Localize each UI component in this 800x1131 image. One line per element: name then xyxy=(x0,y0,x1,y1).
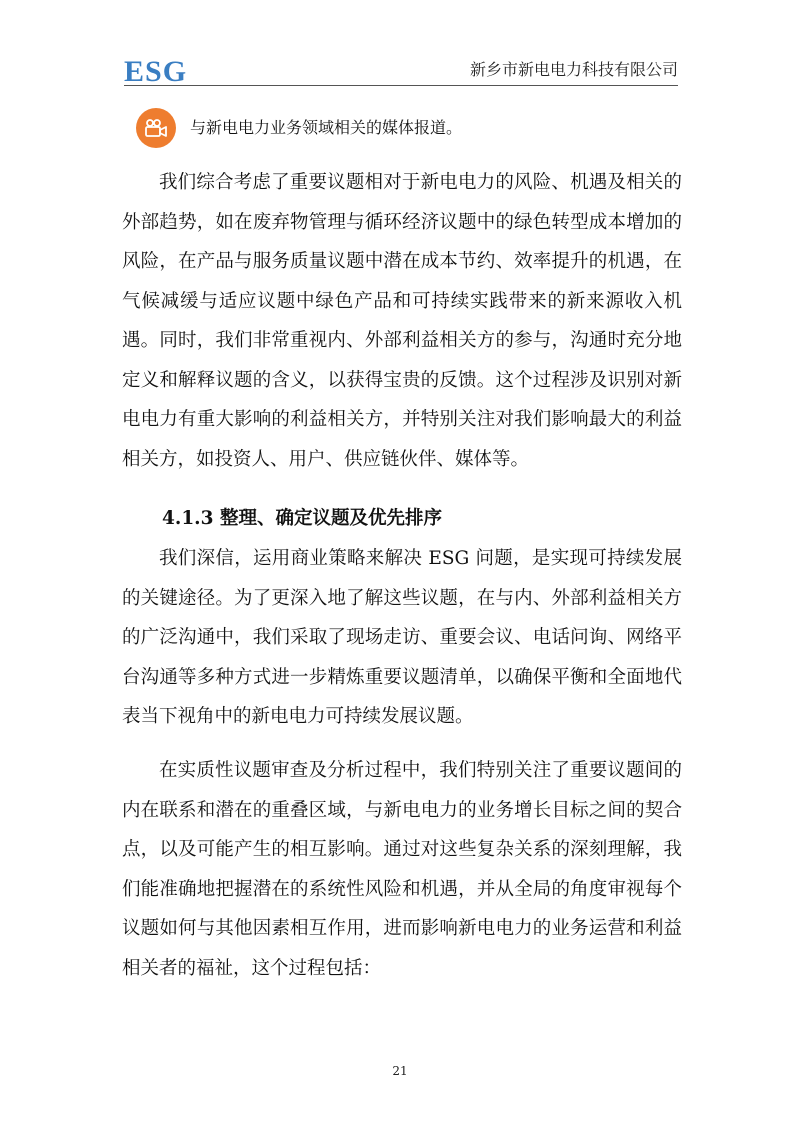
body-paragraph-business-strategy: 我们深信，运用商业策略来解决 ESG 问题，是实现可持续发展的关键途径。为了更深入地了解这些议题，在与内、外部利益相关方的广泛沟通中，我们采取了现场走访、重要会议、电话问询、网络平台沟通等多种方式进一步精炼重要议题清单，以确保平衡和全面地代表当下视角中的新电电力可持续发展议题。 xyxy=(122,548,682,727)
body-paragraph-materiality-review: 在实质性议题审查及分析过程中，我们特别关注了重要议题间的内在联系和潜在的重叠区域，与新电电力的业务增长目标之间的契合点，以及可能产生的相互影响。通过对这些复杂关系的深刻理解，我们能准确地把握潜在的系统性风险和机遇，并从全局的角度审视每个议题如何与其他因素相互作用，进而影响新电电力的业务运营和利益相关者的福祉，这个过程包括： xyxy=(122,760,682,979)
body-paragraph-risks-opportunities: 我们综合考虑了重要议题相对于新电电力的风险、机遇及相关的外部趋势，如在废弃物管理与循环经济议题中的绿色转型成本增加的风险，在产品与服务质量议题中潜在成本节约、效率提升的机遇，在气候减缓与适应议题中绿色产品和可持续实践带来的新来源收入机遇。同时，我们非常重视内、外部利益相关方的参与，沟通时充分地定义和解释议题的含义，以获得宝贵的反馈。这个过程涉及识别对新电电力有重大影响的利益相关方，并特别关注对我们影响最大的利益相关方，如投资人、用户、供应链伙伴、媒体等。 xyxy=(122,172,682,470)
video-camera-icon xyxy=(136,108,176,148)
media-note-text: 与新电电力业务领域相关的媒体报道。 xyxy=(190,118,463,137)
company-name: 新乡市新电电力科技有限公司 xyxy=(469,60,678,79)
section-heading: 4.1.3 整理、确定议题及优先排序 xyxy=(162,508,442,529)
esg-logo: ESG xyxy=(124,55,188,88)
header-divider xyxy=(124,85,678,86)
page-number: 21 xyxy=(392,1064,408,1078)
